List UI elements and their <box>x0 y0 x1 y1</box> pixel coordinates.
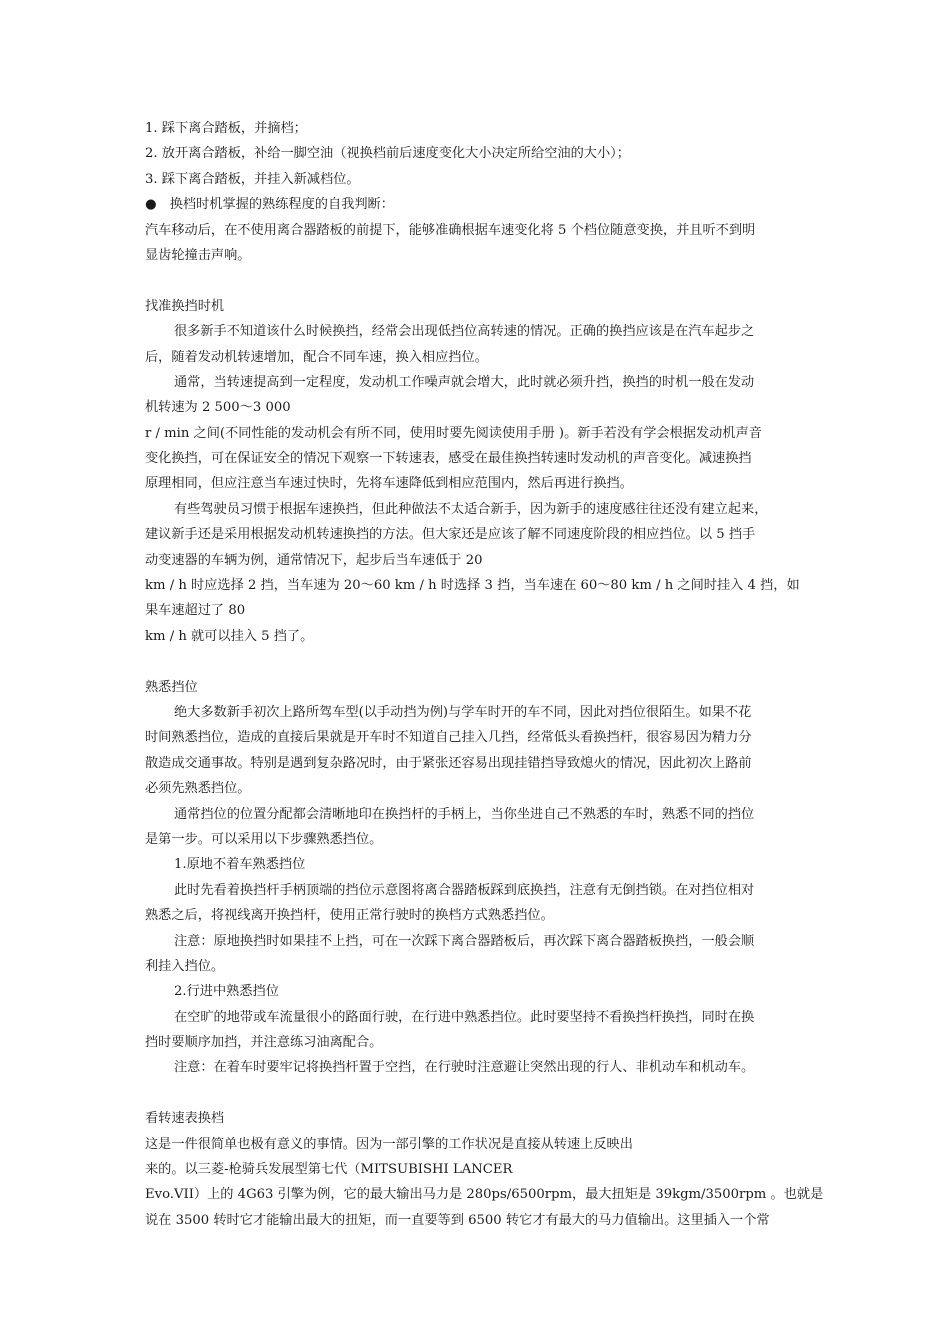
paragraph-line: 变化换挡，可在保证安全的情况下观察一下转速表，感受在最佳换挡转速时发动机的声音变化。减速换挡 <box>145 451 752 467</box>
paragraph-line: 这是一件很简单也极有意义的事情。因为一部引擎的工作状况是直接从转速上反映出 <box>145 1136 633 1152</box>
bullet-self-check: ● 换档时机掌握的熟练程度的自我判断： <box>145 197 394 213</box>
paragraph-line: Evo.VII）上的 4G63 引擎为例，它的最大输出马力是 280ps/6500rpm，最大扭矩是 39kgm/3500rpm 。也就是 <box>145 1187 824 1203</box>
paragraph-line: 挡时要顺序加挡，并注意练习油离配合。 <box>145 1035 383 1051</box>
paragraph-line: 在空旷的地带或车流量很小的路面行驶，在行进中熟悉挡位。此时要坚持不看换挡杆换挡，同时在换 <box>174 1009 755 1025</box>
paragraph-line: km / h 就可以挂入 5 挡了。 <box>145 628 314 644</box>
paragraph-line: 果车速超过了 80 <box>145 603 246 619</box>
step-3: 3. 踩下离合踏板，并挂入新减档位。 <box>145 171 360 187</box>
paragraph-line: 说在 3500 转时它才能输出最大的扭矩，而一直要等到 6500 转它才有最大的马力值输出。这里插入一个常 <box>145 1212 770 1228</box>
paragraph-line: 来的。以三菱-枪骑兵发展型第七代（MITSUBISHI LANCER <box>145 1162 513 1178</box>
paragraph-line: 注意：在着车时要牢记将换挡杆置于空挡，在行驶时注意避让突然出现的行人、非机动车和机动车。 <box>174 1060 755 1076</box>
document-body <box>145 116 824 1233</box>
paragraph-line: 绝大多数新手初次上路所驾车型(以手动挡为例)与学车时开的车不同，因此对挡位很陌生。如果不花 <box>174 704 752 720</box>
paragraph-line: 汽车移动后，在不使用离合器踏板的前提下，能够准确根据车速变化将 5 个档位随意变换，并且听不到明 <box>145 222 756 238</box>
paragraph-line: 机转速为 2 500～3 000 <box>145 400 291 416</box>
section-heading-gears: 熟悉挡位 <box>145 679 198 695</box>
section-heading-timing: 找准换挡时机 <box>145 298 225 314</box>
paragraph-line: 动变速器的车辆为例，通常情况下，起步后当车速低于 20 <box>145 552 483 568</box>
paragraph-line: 熟悉之后，将视线离开换挡杆，使用正常行驶时的换档方式熟悉挡位。 <box>145 908 554 924</box>
paragraph-line: 时间熟悉挡位，造成的直接后果就是开车时不知道自己挂入几挡，经常低头看换挡杆，很容易因为精力分 <box>145 730 752 746</box>
paragraph-line: 后，随着发动机转速增加，配合不同车速，换入相应挡位。 <box>145 349 488 365</box>
paragraph-line: 原理相同，但应注意当车速过快时，先将车速降低到相应范围内，然后再进行换挡。 <box>145 476 633 492</box>
paragraph-line: 有些驾驶员习惯于根据车速换挡，但此种做法不太适合新手，因为新手的速度感往往还没有建立起来， <box>174 501 768 517</box>
subheading-stationary: 1.原地不着车熟悉挡位 <box>174 857 306 873</box>
subheading-moving: 2.行进中熟悉挡位 <box>174 984 279 1000</box>
paragraph-line: 散造成交通事故。特别是遇到复杂路况时，由于紧张还容易出现挂错挡导致熄火的情况，因此初次上路前 <box>145 755 752 771</box>
paragraph-line: 通常挡位的位置分配都会清晰地印在换挡杆的手柄上，当你坐进自己不熟悉的车时，熟悉不同的挡位 <box>174 806 755 822</box>
spacer <box>145 1081 810 1106</box>
paragraph-line: 必须先熟悉挡位。 <box>145 781 251 797</box>
paragraph-line: 此时先看着换挡杆手柄顶端的挡位示意图将离合器踏板踩到底换挡，注意有无倒挡锁。在对挡位相对 <box>174 882 755 898</box>
step-1: 1. 踩下离合踏板，并摘档； <box>145 121 307 136</box>
paragraph-line: 通常，当转速提高到一定程度，发动机工作噪声就会增大，此时就必须升挡，换挡的时机一般在发动 <box>174 374 755 390</box>
paragraph-line: r / min 之间(不同性能的发动机会有所不同，使用时要先阅读使用手册 )。新手若没有学会根据发动机声音 <box>145 425 762 441</box>
paragraph-line: 利挂入挡位。 <box>145 958 225 974</box>
step-2: 2. 放开离合踏板，补给一脚空油（视换档前后速度变化大小决定所给空油的大小）； <box>145 146 630 162</box>
paragraph-line: 显齿轮撞击声响。 <box>145 247 251 263</box>
paragraph-line: 很多新手不知道该什么时候换挡，经常会出现低挡位高转速的情况。正确的换挡应该是在汽车起步之 <box>174 324 755 340</box>
paragraph-line: 建议新手还是采用根据发动机转速换挡的方法。但大家还是应该了解不同速度阶段的相应挡位。以 5 挡手 <box>145 527 756 543</box>
spacer <box>145 268 810 293</box>
paragraph-line: 是第一步。可以采用以下步骤熟悉挡位。 <box>145 831 383 847</box>
paragraph-line: km / h 时应选择 2 挡，当车速为 20～60 km / h 时选择 3 挡，当车速在 60～80 km / h 之间时挂入 4 挡，如 <box>145 578 800 594</box>
paragraph-line: 注意：原地换挡时如果挂不上挡，可在一次踩下离合器踏板后，再次踩下离合器踏板换挡，一般会顺 <box>174 933 755 949</box>
spacer <box>145 649 810 674</box>
section-heading-tachometer: 看转速表换档 <box>145 1111 225 1127</box>
